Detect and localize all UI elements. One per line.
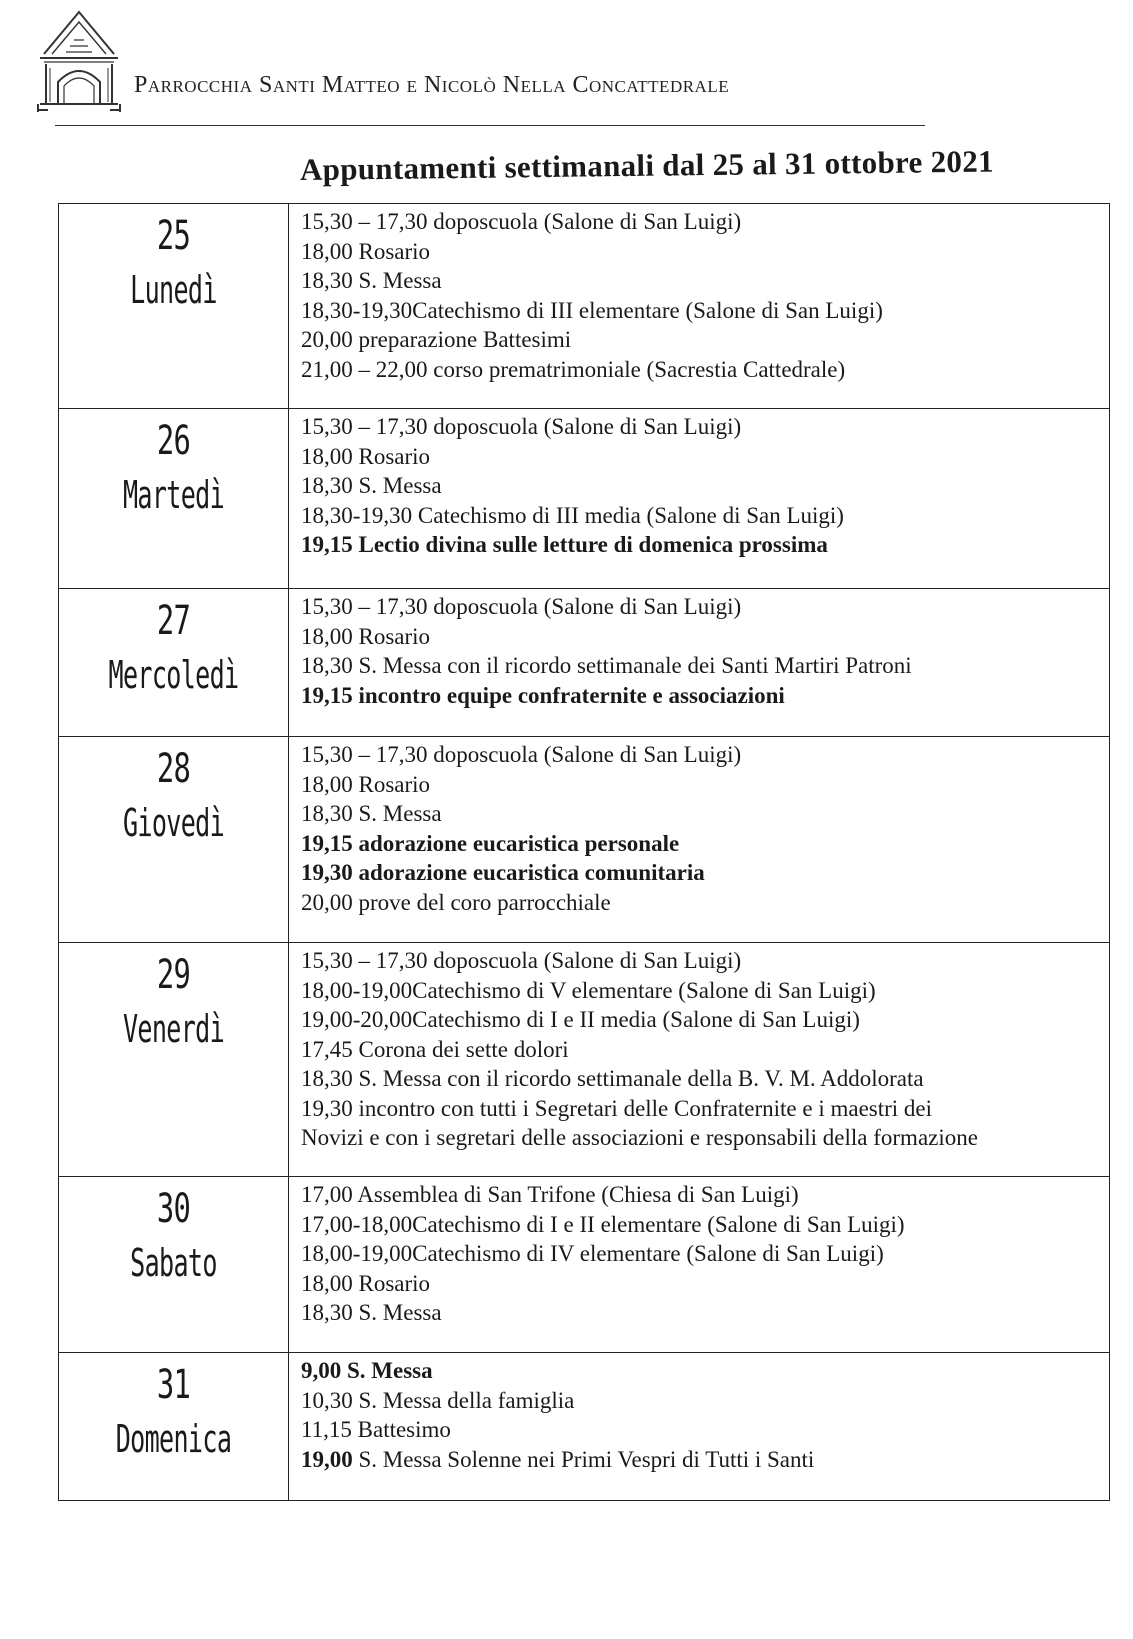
- day-name: Venerdì: [122, 1007, 225, 1051]
- event-item: 18,30 S. Messa: [301, 801, 442, 826]
- parish-name: Parrocchia Santi Matteo e Nicolò Nella Concattedrale: [134, 72, 730, 98]
- event-item: 15,30 – 17,30 doposcuola (Salone di San Luigi): [301, 594, 742, 619]
- day-name: Sabato: [130, 1241, 217, 1285]
- event-item: 15,30 – 17,30 doposcuola (Salone di San Luigi): [301, 209, 742, 234]
- event-item: 20,00 prove del coro parrocchiale: [301, 889, 611, 915]
- event-item: 20,00 preparazione Battesimi: [301, 327, 572, 352]
- day-row: [58, 1177, 1110, 1353]
- day-number: 27: [156, 598, 191, 644]
- event-item: 18,00 Rosario: [301, 238, 431, 264]
- day-name: Giovedì: [122, 801, 225, 845]
- day-number: 25: [156, 213, 191, 259]
- event-item: 19,15 incontro equipe confraternite e associazioni: [301, 682, 785, 708]
- event-item: 19,00-20,00Catechismo di I e II media (Salone di San Luigi): [301, 1007, 860, 1032]
- day-name: Lunedì: [130, 268, 217, 312]
- event-item: 18,00 Rosario: [301, 443, 431, 469]
- event-item: 15,30 – 17,30 doposcuola (Salone di San Luigi): [301, 948, 742, 973]
- event-item: 18,00-19,00Catechismo di V elementare (Salone di San Luigi): [301, 977, 876, 1003]
- event-item: 19,15 adorazione eucaristica personale: [301, 830, 680, 856]
- event-item: 18,30-19,30Catechismo di III elementare (Salone di San Luigi): [301, 297, 883, 323]
- events-cell: [289, 204, 1109, 408]
- events-cell: [289, 737, 1109, 942]
- weekly-schedule-table: [58, 203, 1110, 1501]
- page-title: Appuntamenti settimanali dal 25 al 31 ottobre 2021: [299, 143, 995, 187]
- day-cell: [59, 1177, 289, 1352]
- day-cell: [59, 409, 289, 588]
- header: [34, 6, 934, 116]
- events-cell: [289, 943, 1109, 1176]
- event-item: Novizi e con i segretari delle associazioni e responsabili della formazione: [301, 1125, 978, 1150]
- church-logo-icon: [34, 6, 124, 116]
- day-number: 30: [156, 1186, 191, 1232]
- day-cell: [59, 1353, 289, 1500]
- event-item: 17,00-18,00Catechismo di I e II elementare (Salone di San Luigi): [301, 1211, 905, 1237]
- event-item: 18,00 Rosario: [301, 771, 431, 797]
- event-item: 18,00 Rosario: [301, 623, 431, 649]
- event-item: 15,30 – 17,30 doposcuola (Salone di San Luigi): [301, 414, 742, 439]
- event-item: [301, 1445, 1099, 1475]
- event-item: 17,45 Corona dei sette dolori: [301, 1036, 569, 1062]
- day-row: [58, 203, 1110, 409]
- day-row: [58, 1353, 1110, 1501]
- day-row: [58, 943, 1110, 1177]
- event-time: 19,00: [301, 1446, 353, 1472]
- day-row: [58, 737, 1110, 943]
- event-item: 11,15 Battesimo: [301, 1417, 451, 1442]
- event-item: 21,00 – 22,00 corso prematrimoniale (Sacrestia Cattedrale): [301, 356, 846, 382]
- event-item: 18,00 Rosario: [301, 1270, 431, 1296]
- event-item: 18,00-19,00Catechismo di IV elementare (Salone di San Luigi): [301, 1241, 884, 1266]
- event-item: 9,00 S. Messa: [301, 1358, 433, 1383]
- event-item: 18,30 S. Messa con il ricordo settimanale dei Santi Martiri Patroni: [301, 653, 912, 678]
- day-name: Domenica: [115, 1417, 232, 1461]
- event-item: 18,30-19,30 Catechismo di III media (Salone di San Luigi): [301, 502, 844, 528]
- event-item: 18,30 S. Messa: [301, 268, 442, 293]
- day-row: [58, 589, 1110, 737]
- day-cell: [59, 204, 289, 408]
- day-number: 29: [156, 952, 191, 998]
- day-cell: [59, 589, 289, 736]
- event-item: 18,30 S. Messa: [301, 473, 442, 498]
- event-item: 19,30 incontro con tutti i Segretari delle Confraternite e i maestri dei: [301, 1095, 933, 1121]
- day-cell: [59, 737, 289, 942]
- day-name: Martedì: [122, 473, 225, 517]
- events-cell: [289, 1177, 1109, 1352]
- events-cell: [289, 1353, 1109, 1500]
- day-row: [58, 409, 1110, 589]
- event-item: 10,30 S. Messa della famiglia: [301, 1387, 575, 1413]
- event-item: 18,30 S. Messa: [301, 1300, 442, 1325]
- event-item: 17,00 Assemblea di San Trifone (Chiesa di San Luigi): [301, 1182, 799, 1207]
- event-item: 15,30 – 17,30 doposcuola (Salone di San Luigi): [301, 742, 742, 767]
- events-cell: [289, 409, 1109, 588]
- event-item: 19,15 Lectio divina sulle letture di domenica prossima: [301, 532, 828, 557]
- events-cell: [289, 589, 1109, 736]
- day-number: 28: [156, 746, 191, 792]
- event-item: 19,30 adorazione eucaristica comunitaria: [301, 860, 705, 885]
- day-cell: [59, 943, 289, 1176]
- header-divider: [55, 125, 925, 126]
- day-number: 31: [156, 1362, 191, 1408]
- event-item: 18,30 S. Messa con il ricordo settimanale della B. V. M. Addolorata: [301, 1066, 924, 1091]
- event-text: S. Messa Solenne nei Primi Vespri di Tutti i Santi: [352, 1446, 815, 1472]
- day-number: 26: [156, 418, 191, 464]
- day-name: Mercoledì: [108, 653, 239, 697]
